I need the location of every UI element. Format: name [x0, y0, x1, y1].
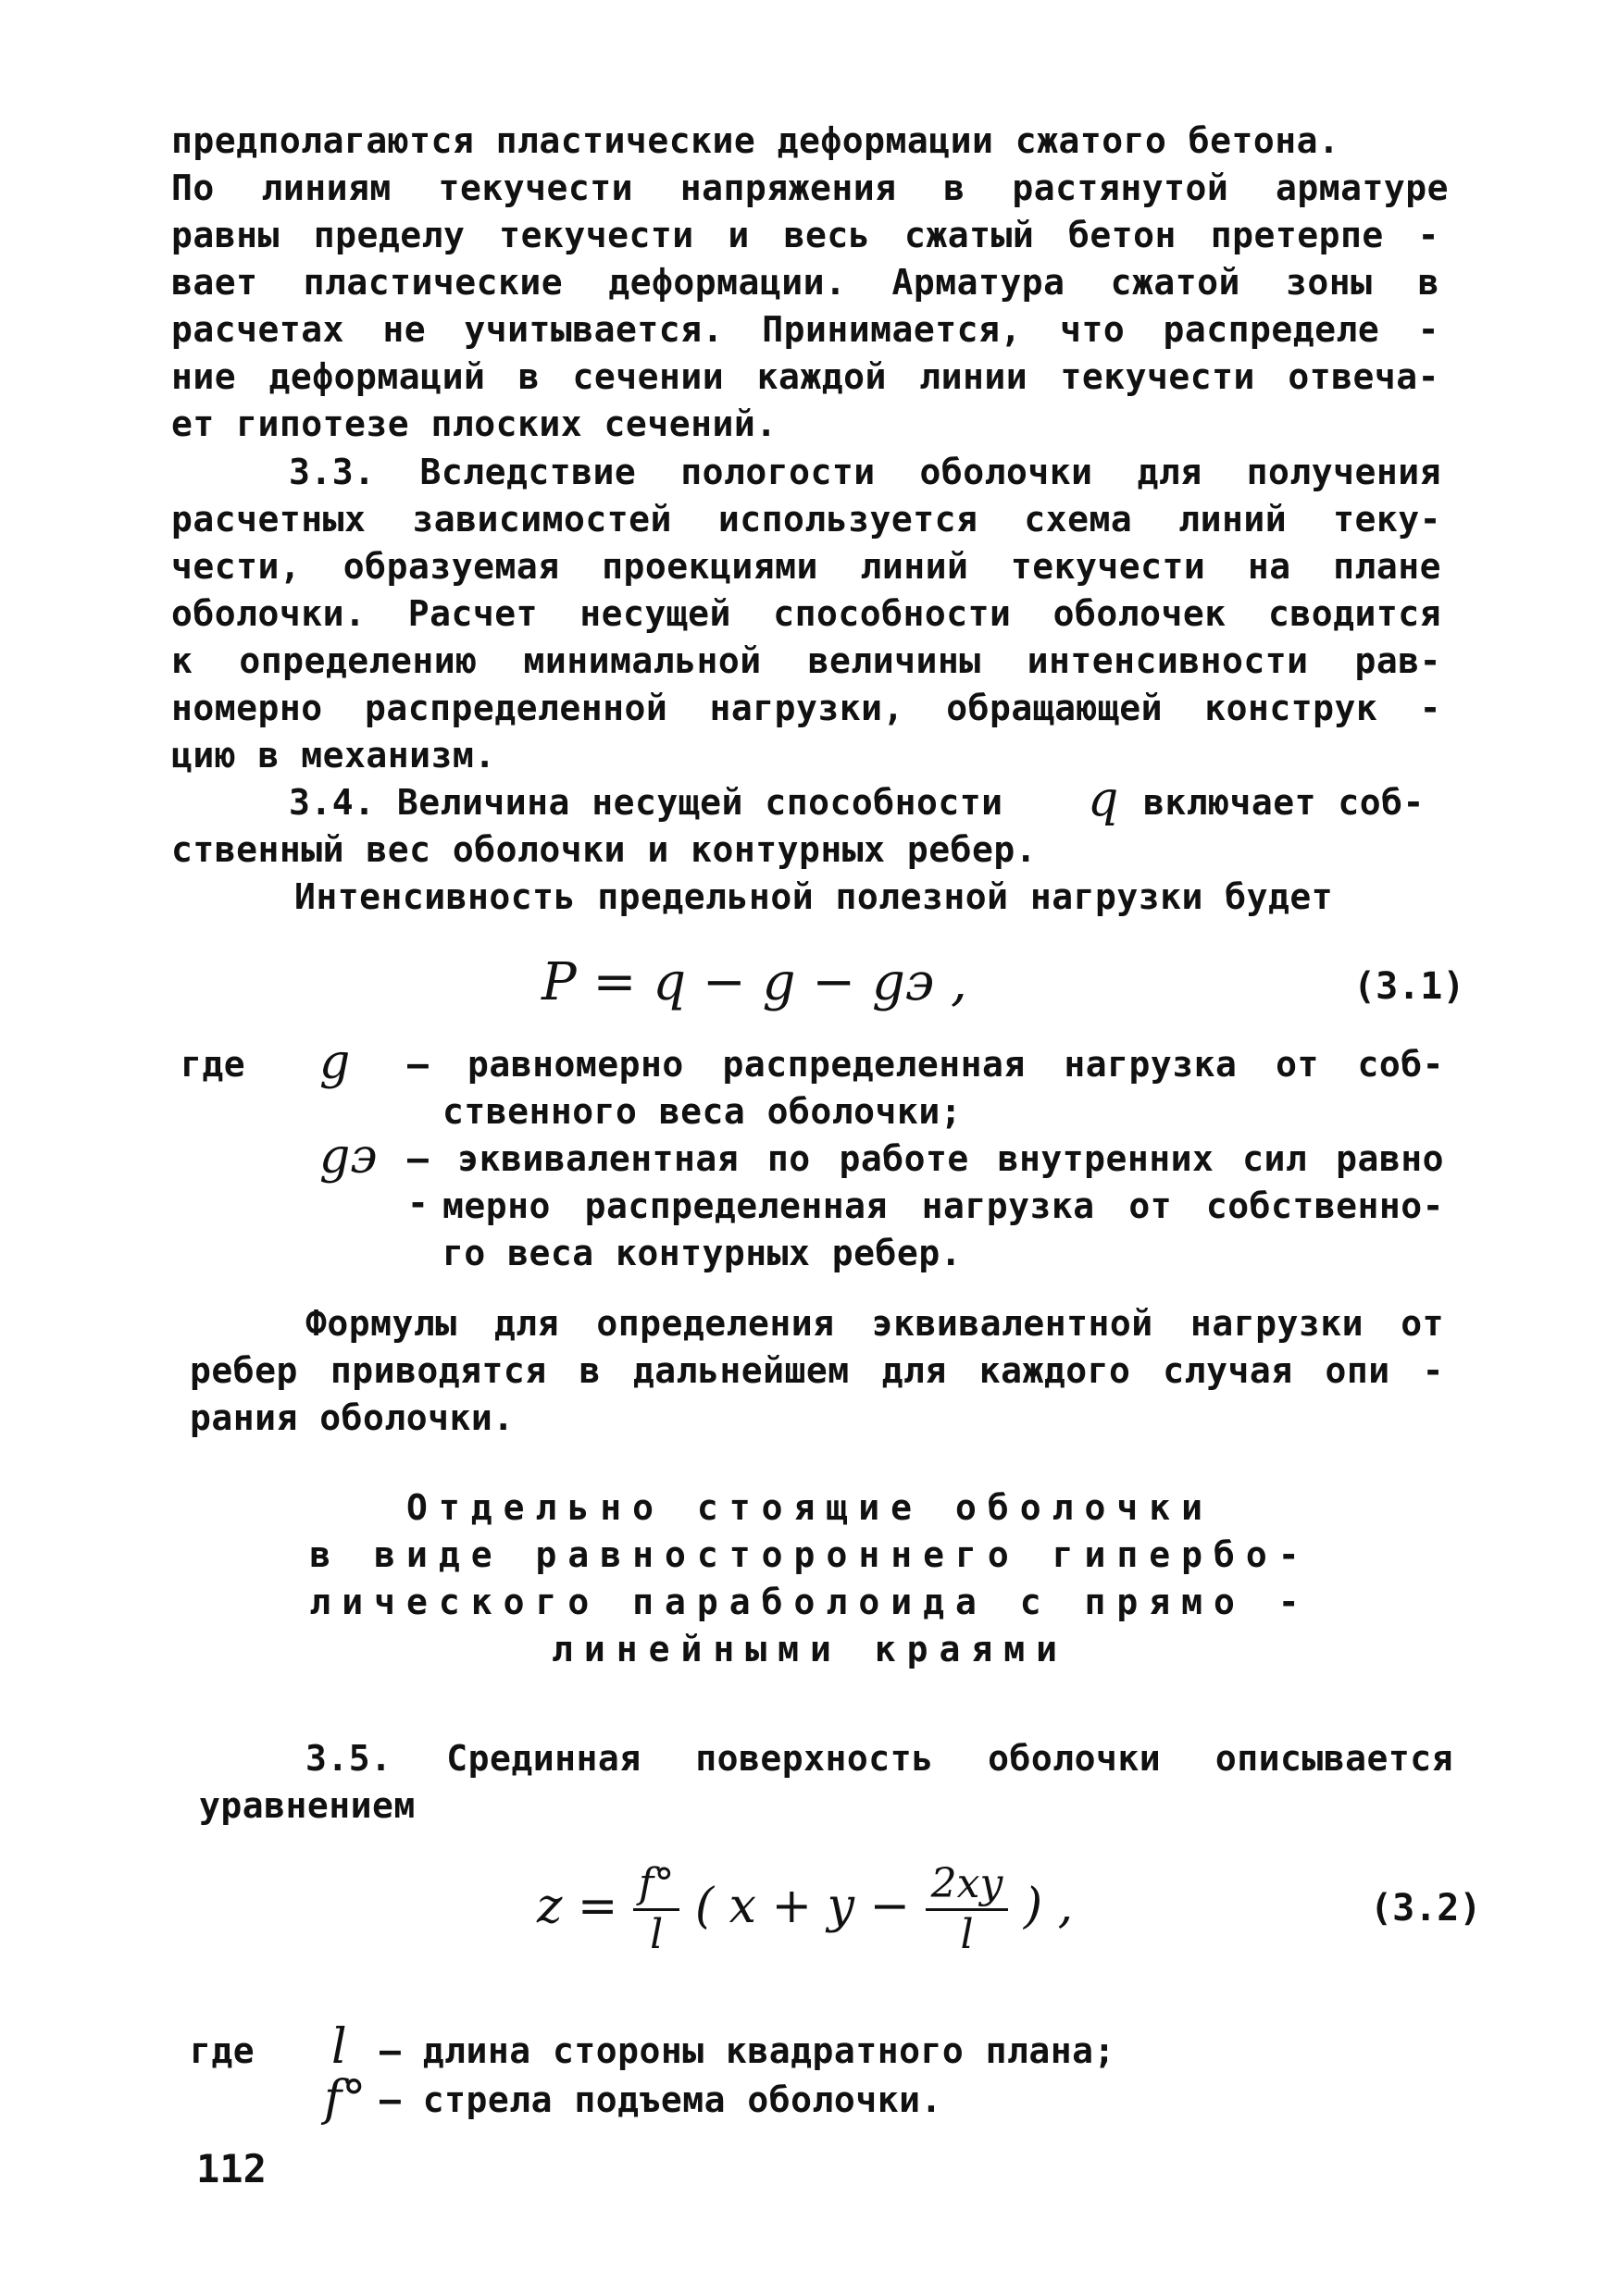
- para-3-3-line-3: чести, образуемая проекциями линий текучести на плане: [171, 546, 1441, 587]
- para-3-3-line-6: номерно распределенной нагрузки, обращающей конструк -: [171, 688, 1441, 728]
- q-symbol: q: [1088, 772, 1119, 827]
- f0-definition: – стрела подъема оболочки.: [380, 2079, 942, 2120]
- f0-symbol: f°: [324, 2071, 367, 2127]
- para-3-4-line-1a: 3.4. Величина несущей способности: [289, 782, 1003, 823]
- g-definition-line-1: – равномерно распределенная нагрузка от соб-: [407, 1044, 1444, 1085]
- intro-line-3: равны пределу текучести и весь сжатый бетон претерпе -: [171, 215, 1439, 255]
- section-heading-line-1: Отдельно стоящие оболочки: [406, 1487, 1214, 1528]
- fraction-2-numerator: 2xy: [926, 1860, 1009, 1911]
- para-3-4-line-2: ственный вес оболочки и контурных ребер.: [171, 829, 1038, 870]
- l-symbol: l: [331, 2019, 347, 2075]
- formulas-line-3: рания оболочки.: [190, 1397, 515, 1438]
- intro-line-2: По линиям текучести напряжения в растянутой арматуре: [171, 168, 1449, 208]
- g-e-definition-line-1: – эквивалентная по работе внутренних сил равно -: [407, 1138, 1444, 1223]
- para-3-5-line-1: 3.5. Срединная поверхность оболочки описывается: [305, 1738, 1453, 1779]
- g-e-definition-line-3: го веса контурных ребер.: [442, 1233, 963, 1273]
- para-3-4-line-1b: включает соб-: [1143, 782, 1425, 823]
- equation-3-2-tail: ) ,: [1023, 1879, 1074, 1934]
- g-e-definition-line-2: мерно распределенная нагрузка от собственно-: [442, 1185, 1444, 1226]
- equation-3-1-number: (3.1): [1353, 965, 1465, 1008]
- l-definition: – длина стороны квадратного плана;: [380, 2030, 1115, 2071]
- para-3-3-line-5: к определению минимальной величины интенсивности рав-: [171, 640, 1441, 681]
- intro-line-1: предполагаются пластические деформации сжатого бетона.: [171, 120, 1340, 161]
- section-heading-line-4: линейными краями: [551, 1629, 1069, 1669]
- formulas-line-1: Формулы для определения эквивалентной нагрузки от: [305, 1303, 1444, 1344]
- intro-line-6: ние деформаций в сечении каждой линии текучести отвеча-: [171, 356, 1439, 397]
- section-heading-line-3: лического параболоида с прямо -: [309, 1582, 1311, 1622]
- para-3-3-line-7: цию в механизм.: [171, 735, 496, 776]
- fraction-2xy-over-l: [926, 1860, 1009, 1959]
- section-heading-line-2: в виде равностороннего гипербо-: [309, 1534, 1311, 1575]
- para-3-3-line-4: оболочки. Расчет несущей способности оболочек сводится: [171, 593, 1441, 634]
- formulas-line-2: ребер приводятся в дальнейшем для каждого случая опи -: [190, 1350, 1444, 1391]
- fraction-1-numerator: f°: [633, 1860, 679, 1911]
- g-e-symbol: gэ: [319, 1129, 378, 1185]
- intro-line-4: вает пластические деформации. Арматура сжатой зоны в: [171, 262, 1439, 303]
- fraction-2-denominator: l: [960, 1911, 974, 1958]
- equation-3-1: P = q − g − gэ ,: [542, 952, 967, 1012]
- equation-3-2-number: (3.2): [1370, 1887, 1482, 1930]
- intro-line-7: ет гипотезе плоских сечений.: [171, 403, 778, 444]
- fraction-f-over-l: [633, 1860, 679, 1959]
- para-3-3-line-2: расчетных зависимостей используется схема линий теку-: [171, 499, 1441, 540]
- intensity-sentence: Интенсивность предельной полезной нагрузки будет: [294, 876, 1334, 917]
- para-3-5-line-2: уравнением: [199, 1785, 416, 1826]
- intro-line-5: расчетах не учитывается. Принимается, что распределе -: [171, 309, 1439, 350]
- g-symbol: g: [319, 1035, 351, 1090]
- equation-3-2-middle: ( x + y −: [694, 1879, 911, 1934]
- equation-3-2: [537, 1851, 1073, 1962]
- page-number: 112: [196, 2146, 267, 2191]
- para-3-3-line-1: 3.3. Вследствие пологости оболочки для получения: [289, 452, 1441, 492]
- where-label-1: где: [181, 1044, 246, 1085]
- fraction-1-denominator: l: [650, 1911, 664, 1958]
- g-definition-line-2: ственного веса оболочки;: [442, 1091, 963, 1132]
- where-label-2: где: [190, 2030, 255, 2071]
- equation-3-2-lhs: z =: [537, 1879, 618, 1934]
